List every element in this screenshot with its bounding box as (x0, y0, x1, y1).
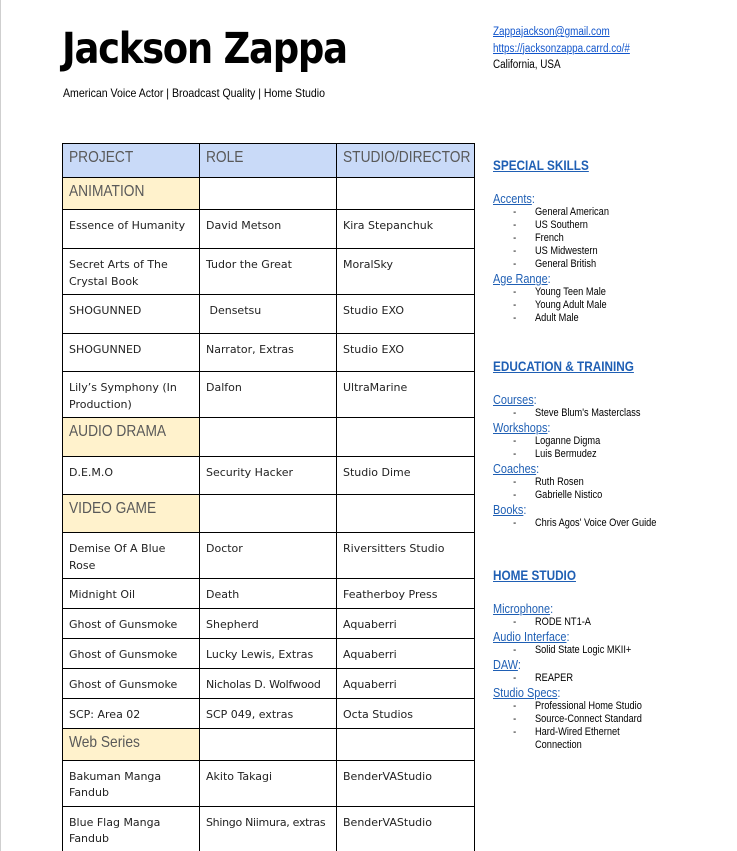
credits-table (62, 143, 475, 851)
books-label: Books: (493, 502, 527, 517)
list-item: - Professional Home Studio (513, 700, 642, 712)
studio-cell: Aquaberri (337, 609, 475, 639)
project-cell: Lily’s Symphony (In Production) (63, 372, 200, 418)
list-item: - Luis Bermudez (513, 448, 597, 460)
home-studio-section (493, 567, 642, 752)
studio-cell: Featherboy Press (337, 579, 475, 609)
microphone-label: Microphone: (493, 601, 554, 616)
list-item: - Young Teen Male (513, 286, 606, 298)
role-cell: Dalfon (200, 372, 337, 418)
category-label: ANIMATION (63, 178, 200, 210)
role-cell: Death (200, 579, 337, 609)
coaches-label: Coaches: (493, 461, 540, 476)
list-item: - US Midwestern (513, 245, 598, 257)
daw-list (493, 672, 642, 685)
role-cell: Akito Takagi (200, 760, 337, 806)
list-item: - REAPER (513, 672, 574, 684)
project-cell: Ghost of Gunsmoke (63, 609, 200, 639)
project-cell: Bakuman Manga Fandub (63, 760, 200, 806)
website-link[interactable]: https://jacksonzappa.carrd.co/# (493, 42, 630, 55)
role-cell: Nicholas D. Wolfwood (200, 668, 337, 698)
studio-cell: Studio EXO (337, 295, 475, 334)
category-label: VIDEO GAME (63, 495, 200, 533)
list-item: - Young Adult Male (513, 299, 607, 311)
list-item: - Source-Connect Standard (513, 713, 642, 725)
table-header-row (63, 144, 475, 178)
table-row (63, 210, 475, 249)
table-row (63, 334, 475, 372)
list-item: - Solid State Logic MKII+ (513, 644, 632, 656)
studio-cell: Aquaberri (337, 638, 475, 668)
header-project: PROJECT (63, 144, 200, 178)
project-cell: SHOGUNNED (63, 295, 200, 334)
daw-label: DAW: (493, 657, 521, 672)
table-row (63, 249, 475, 295)
role-cell: SCP 049, extras (200, 698, 337, 728)
list-item: - Chris Agos' Voice Over Guide (513, 517, 657, 529)
category-row-video-game (63, 495, 475, 533)
role-cell: Shingo Niimura, extras (200, 806, 337, 851)
books-list (493, 517, 656, 530)
workshops-label: Workshops: (493, 420, 551, 435)
project-cell: Blue Flag Manga Fandub (63, 806, 200, 851)
list-item: - Ruth Rosen (513, 476, 584, 488)
microphone-list (493, 616, 642, 629)
home-studio-heading: HOME STUDIO (493, 567, 576, 583)
project-cell: Essence of Humanity (63, 210, 200, 249)
contact-block (493, 24, 630, 74)
project-cell: Ghost of Gunsmoke (63, 638, 200, 668)
role-cell: Tudor the Great (200, 249, 337, 295)
accents-label: Accents: (493, 191, 535, 206)
table-row (63, 579, 475, 609)
project-cell: Demise Of A Blue Rose (63, 533, 200, 579)
role-cell: Lucky Lewis, Extras (200, 638, 337, 668)
studio-cell: UltraMarine (337, 372, 475, 418)
education-heading: EDUCATION & TRAINING (493, 358, 634, 374)
list-item: - Hard-Wired Ethernet (513, 726, 620, 738)
role-cell: Densetsu (200, 295, 337, 334)
studio-cell: BenderVAStudio (337, 760, 475, 806)
list-item: - General American (513, 206, 609, 218)
page-edge (0, 0, 1, 851)
header-role: ROLE (200, 144, 337, 178)
actor-name: Jackson Zappa (62, 24, 347, 74)
table-row (63, 372, 475, 418)
studio-cell: Octa Studios (337, 698, 475, 728)
table-row (63, 457, 475, 495)
studio-cell: MoralSky (337, 249, 475, 295)
courses-label: Courses: (493, 392, 537, 407)
coaches-list (493, 476, 656, 502)
list-item: - Adult Male (513, 312, 579, 324)
age-range-list (493, 286, 609, 325)
role-cell: Doctor (200, 533, 337, 579)
project-cell: Ghost of Gunsmoke (63, 668, 200, 698)
category-label: Web Series (63, 728, 200, 760)
location: California, USA (493, 59, 561, 71)
table-row (63, 668, 475, 698)
audio-interface-label: Audio Interface: (493, 629, 570, 644)
category-row-animation (63, 178, 475, 210)
header-studio: STUDIO/DIRECTOR (337, 144, 475, 178)
list-item: - Steve Blum's Masterclass (513, 407, 641, 419)
audio-interface-list (493, 644, 642, 657)
role-cell: David Metson (200, 210, 337, 249)
role-cell: Narrator, Extras (200, 334, 337, 372)
project-cell: SCP: Area 02 (63, 698, 200, 728)
project-cell: Secret Arts of The Crystal Book (63, 249, 200, 295)
studio-cell: Aquaberri (337, 668, 475, 698)
table-row (63, 533, 475, 579)
studio-cell: Studio Dime (337, 457, 475, 495)
studio-specs-label: Studio Specs: (493, 685, 561, 700)
table-row (63, 698, 475, 728)
list-item: - French (513, 232, 564, 244)
project-cell: Midnight Oil (63, 579, 200, 609)
courses-list (493, 407, 656, 420)
list-item: - RODE NT1-A (513, 616, 591, 628)
list-item: - US Southern (513, 219, 588, 231)
special-skills-heading: SPECIAL SKILLS (493, 157, 589, 173)
category-row-web-series (63, 728, 475, 760)
studio-cell: BenderVAStudio (337, 806, 475, 851)
studio-cell: Studio EXO (337, 334, 475, 372)
table-row (63, 806, 475, 851)
tagline: American Voice Actor | Broadcast Quality | Home Studio (63, 86, 325, 100)
special-skills-section (493, 157, 609, 325)
category-row-audio-drama (63, 418, 475, 457)
list-item: - Loganne Digma (513, 435, 601, 447)
studio-cell: Riversitters Studio (337, 533, 475, 579)
table-row (63, 295, 475, 334)
role-cell: Shepherd (200, 609, 337, 639)
project-cell: SHOGUNNED (63, 334, 200, 372)
education-section (493, 358, 656, 530)
accents-list (493, 206, 609, 271)
age-range-label: Age Range: (493, 271, 551, 286)
studio-specs-list (493, 700, 642, 752)
email-link[interactable]: Zappajackson@gmail.com (493, 26, 610, 38)
role-cell: Security Hacker (200, 457, 337, 495)
table-row (63, 760, 475, 806)
list-item: Connection (535, 739, 582, 751)
table-row (63, 638, 475, 668)
workshops-list (493, 435, 656, 461)
project-cell: D.E.M.O (63, 457, 200, 495)
list-item: - Gabrielle Nistico (513, 489, 603, 501)
category-label: AUDIO DRAMA (63, 418, 200, 457)
table-row (63, 609, 475, 639)
studio-cell: Kira Stepanchuk (337, 210, 475, 249)
list-item: - General British (513, 258, 597, 270)
